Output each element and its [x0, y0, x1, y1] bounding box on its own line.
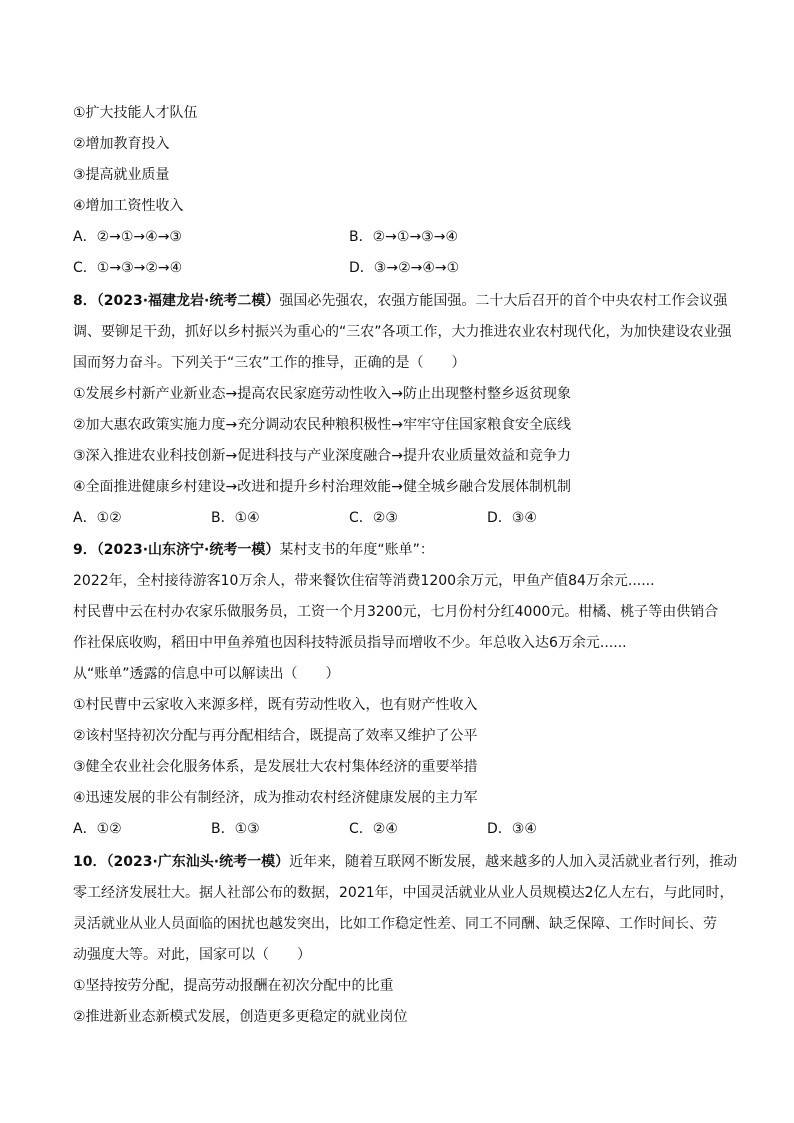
q7-item-1: ①扩大技能人才队伍 [73, 105, 198, 121]
q10-stem-line-1: 10．（2023·广东汕头·统考一模）近年来，随着互联网不断发展，越来越多的人加入灵活就业者行列，推动 [73, 854, 738, 870]
q9-number: 9． [73, 542, 97, 558]
q7-option-c: C．①→③→②→④ [73, 260, 183, 276]
q7-item-2: ②增加教育投入 [73, 136, 170, 152]
q9-item-3: ③健全农业社会化服务体系，是发展壮大农村集体经济的重要举措 [73, 759, 478, 775]
q8-item-3: ③深入推进农业科技创新→促进科技与产业深度融合→提升农业质量效益和竞争力 [73, 448, 572, 464]
q9-stem-line-2: 2022年，全村接待游客10万余人，带来餐饮住宿等消费1200余万元，甲鱼产值84万余元...... [73, 573, 655, 589]
q8-stem-line-3: 国而努力奋斗。下列关于“三农”工作的推导，正确的是（ ） [73, 355, 466, 371]
q10-stem-line-2: 零工经济发展壮大。据人社部公布的数据，2021年，中国灵活就业从业人员规模达2亿人左右，与此同时， [73, 885, 734, 901]
q9-option-b: B．①③ [211, 821, 260, 837]
q8-item-4: ④全面推进健康乡村建设→改进和提升乡村治理效能→健全城乡融合发展体制机制 [73, 479, 572, 495]
q8-item-2: ②加大惠农政策实施力度→充分调动农民种粮积极性→牢牢守住国家粮食安全底线 [73, 417, 572, 433]
q7-item-3: ③提高就业质量 [73, 167, 170, 183]
q9-option-d: D．③④ [487, 821, 537, 837]
q7-option-d: D．③→②→④→① [349, 260, 460, 276]
q8-option-a: A．①② [73, 510, 122, 526]
q9-option-c: C．②④ [349, 821, 398, 837]
q10-stem-line-3: 灵活就业从业人员面临的困扰也越发突出，比如工作稳定性差、同工不同酬、缺乏保障、工作时间长、劳 [73, 916, 717, 932]
q8-option-d: D．③④ [487, 510, 537, 526]
q9-item-4: ④迅速发展的非公有制经济，成为推动农村经济健康发展的主力军 [73, 790, 478, 806]
q9-stem-line-1: 9．（2023·山东济宁·统考一模）某村支书的年度“账单”： [73, 542, 434, 558]
q8-number: 8． [73, 293, 97, 309]
q7-option-a: A．②→①→④→③ [73, 229, 182, 245]
q8-option-b: B．①④ [211, 510, 260, 526]
q9-item-1: ①村民曹中云家收入来源多样，既有劳动性收入，也有财产性收入 [73, 697, 478, 713]
q9-stem-line-3: 村民曹中云在村办农家乐做服务员，工资一个月3200元，七月份村分红4000元。柑橘、桃子等由供销合 [73, 604, 719, 620]
q8-stem-line-2: 调、要铆足干劲，抓好以乡村振兴为重心的“三农”各项工作，大力推进农业农村现代化，为加快建设农业强 [73, 324, 732, 340]
q10-item-1: ①坚持按劳分配，提高劳动报酬在初次分配中的比重 [73, 978, 394, 994]
q10-item-2: ②推进新业态新模式发展，创造更多更稳定的就业岗位 [73, 1009, 408, 1025]
q8-stem-line-1: 8．（2023·福建龙岩·统考二模）强国必先强农，农强方能国强。二十大后召开的首个中央农村工作会议强 [73, 293, 728, 309]
q10-number: 10． [73, 854, 107, 870]
q9-source: （2023·山东济宁·统考一模） [96, 542, 280, 558]
q10-stem-line-4: 动强度大等。对此，国家可以（ ） [73, 947, 311, 963]
q7-option-b: B．②→①→③→④ [349, 229, 459, 245]
q9-item-2: ②该村坚持初次分配与再分配相结合，既提高了效率又维护了公平 [73, 728, 478, 744]
q9-stem-line-4: 作社保底收购，稻田中甲鱼养殖也因科技特派员指导而增收不少。年总收入达6万余元...... [73, 635, 627, 651]
q7-item-4: ④增加工资性收入 [73, 198, 184, 214]
q8-option-c: C．②③ [349, 510, 398, 526]
q10-source: （2023·广东汕头·统考一模） [106, 854, 290, 870]
q9-stem-line-5: 从“账单”透露的信息中可以解读出（ ） [73, 666, 340, 682]
q8-source: （2023·福建龙岩·统考二模） [96, 293, 280, 309]
q9-option-a: A．①② [73, 821, 122, 837]
q8-item-1: ①发展乡村新产业新业态→提高农民家庭劳动性收入→防止出现整村整乡返贫现象 [73, 386, 572, 402]
